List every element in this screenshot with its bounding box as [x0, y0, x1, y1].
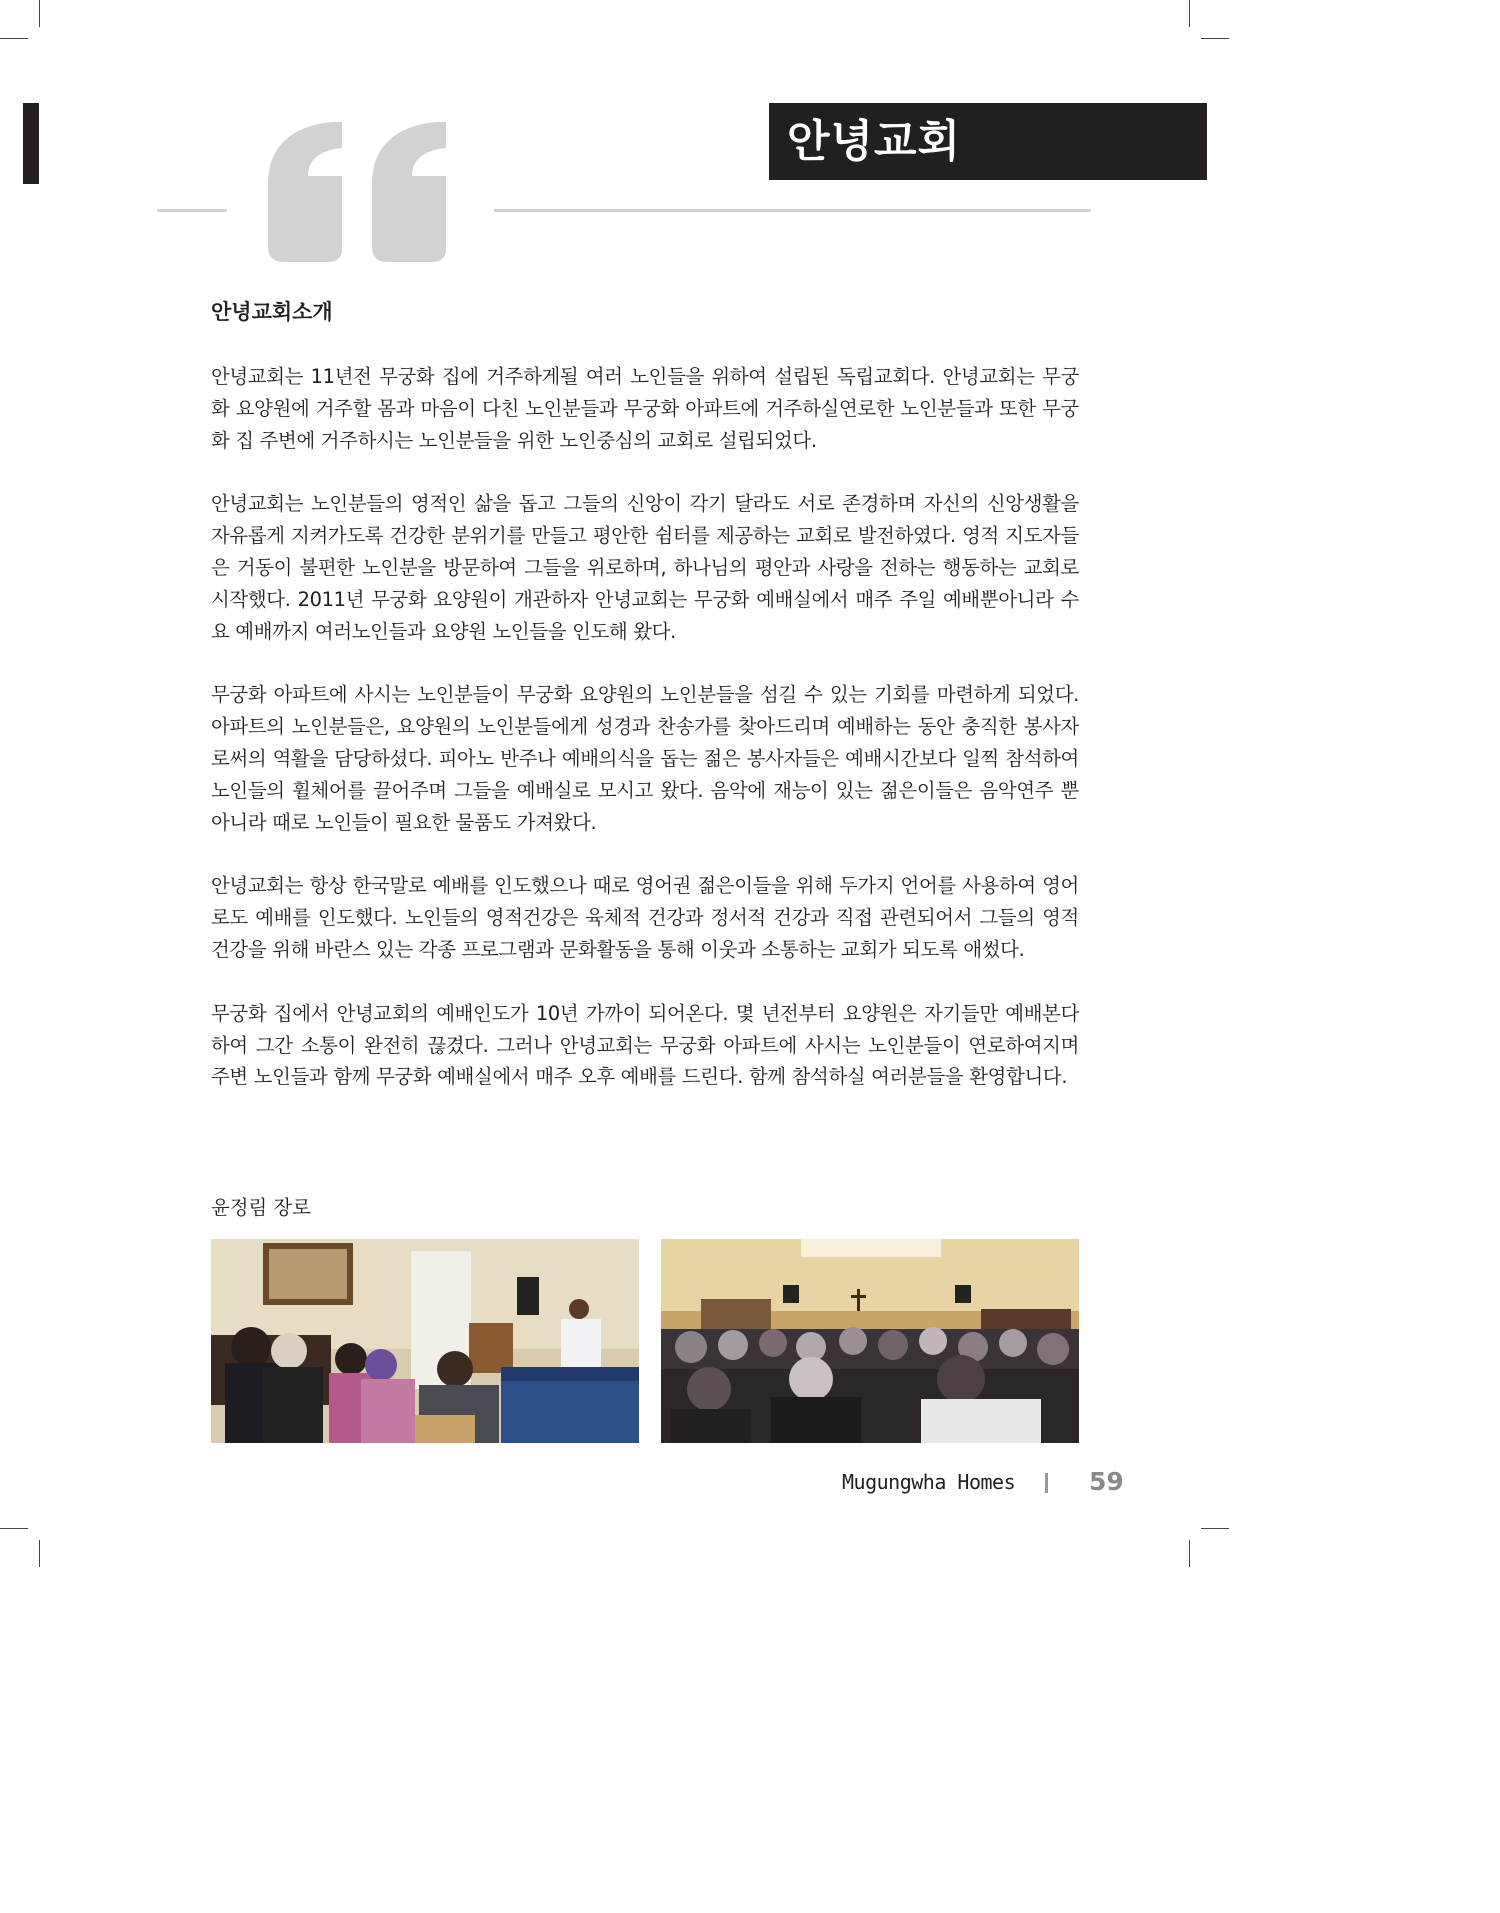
worship-photo-left: [211, 1239, 639, 1443]
quote-mark-icon: [262, 118, 458, 266]
paragraph-4: 안녕교회는 항상 한국말로 예배를 인도했으나 때로 영어권 젊은이들을 위해 두가지 언어를 사용하여 영어로도 예배를 인도했다. 노인들의 영적건강은 육체적 건강과 정서적 건강과 직접 관련되어서 그들의 영적건강을 위해 바란스 있는 각종 프로그램과 문화활동을 통해 이웃과 소통하는 교회가 되도록 애썼다.: [211, 874, 1079, 961]
header-rule-right: [494, 209, 1091, 212]
paragraph-2: 안녕교회는 노인분들의 영적인 삶을 돕고 그들의 신앙이 각기 달라도 서로 존경하며 자신의 신앙생활을 자유롭게 지켜가도록 건강한 분위기를 만들고 평안한 쉼터를 제공하는 교회로 발전하였다. 영적 지도자들은 거동이 불편한 노인분을 방문하여 그들을 위로하며, 하나님의 평안과 사랑을 전하는 행동하는 교회로 시작했다. 2011년 무궁화 요양원이 개관하자 안녕교회는 무궁화 예배실에서 매주 주일 예배뿐아니라 수요 예배까지 여러노인들과 요양원 노인들을 인도해 왔다.: [211, 492, 1079, 643]
crop-mark-top-left-v: [39, 0, 40, 27]
page-number: 59: [1089, 1467, 1124, 1496]
crop-mark-bottom-right-v: [1189, 1540, 1190, 1567]
footer-brand: Mugungwha Homes: [842, 1470, 1016, 1494]
section-heading: 안녕교회소개: [211, 300, 333, 324]
crop-mark-bottom-left-h: [0, 1528, 28, 1529]
paragraph-3: 무궁화 아파트에 사시는 노인분들이 무궁화 요양원의 노인분들을 섬길 수 있는 기회를 마련하게 되었다. 아파트의 노인분들은, 요양원의 노인분들에게 성경과 찬송가를 찾아드리며 예배하는 동안 충직한 봉사자로써의 역활을 담당하셨다. 피아노 반주나 예배의식을 돕는 젊은 봉사자들은 예배시간보다 일찍 참석하여 노인들의 휠체어를 끌어주며 그들을 예배실로 모시고 왔다. 음악에 재능이 있는 젊은이들은 음악연주 뿐아니라 때로 노인들이 필요한 물품도 가져왔다.: [211, 683, 1079, 834]
article-body: [211, 361, 1079, 1125]
paragraph-5: 무궁화 집에서 안녕교회의 예배인도가 10년 가까이 되어온다. 몇 년전부터 요양원은 자기들만 예배본다 하여 그간 소통이 완전히 끊겼다. 그러나 안녕교회는 무궁화 아파트에 사시는 노인분들이 연로하여지며 주변 노인들과 함께 무궁화 예배실에서 매주 오후 예배를 드린다. 함께 참석하실 여러분들을 환영합니다.: [211, 1001, 1079, 1089]
left-accent-bar: [23, 103, 39, 184]
crop-mark-top-right-v: [1189, 0, 1190, 27]
crop-mark-bottom-right-h: [1201, 1528, 1229, 1529]
crop-mark-top-left-h: [0, 38, 28, 39]
worship-photo-right: [661, 1239, 1079, 1443]
footer-separator: [1045, 1473, 1048, 1493]
crop-mark-bottom-left-v: [39, 1540, 40, 1567]
paragraph-1: 안녕교회는 11년전 무궁화 집에 거주하게될 여러 노인들을 위하여 설립된 독립교회다. 안녕교회는 무궁화 요양원에 거주할 몸과 마음이 다친 노인분들과 무궁화 아파트에 거주하실연로한 노인분들과 또한 무궁화 집 주변에 거주하시는 노인분들을 위한 노인중심의 교회로 설립되었다.: [211, 365, 1079, 452]
page-title: 안녕교회: [769, 103, 1207, 180]
header-rule-left: [157, 209, 227, 212]
crop-mark-top-right-h: [1201, 38, 1229, 39]
author-name: 윤정림 장로: [211, 1196, 311, 1219]
